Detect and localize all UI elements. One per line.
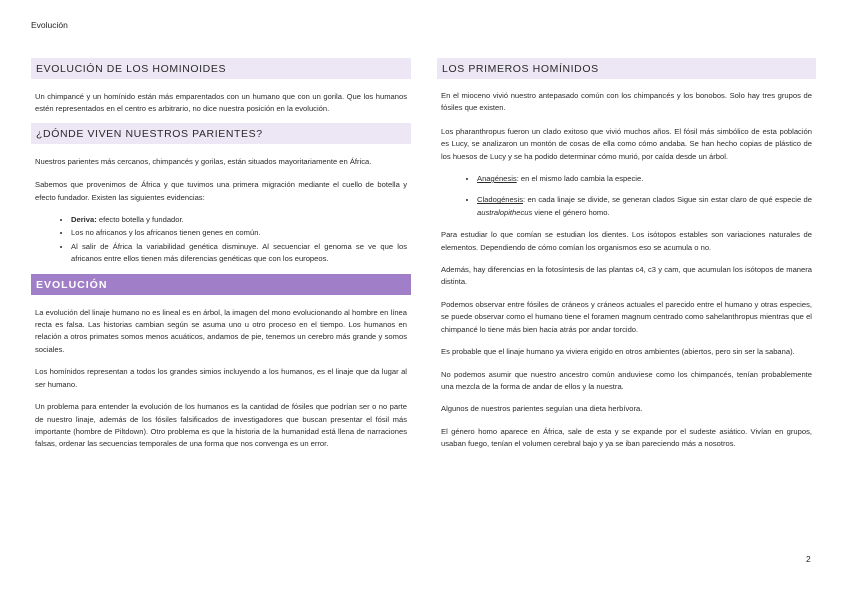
paragraph: La evolución del linaje humano no es lineal es en árbol, la imagen del mono evolucionando al hombre en línea recta es falsa. Las historias cambian según se asuma uno u otro proceso en el tiempo. Los humanos en relación a otros primates somos menos acuáticos, andamos de pie, tenemos un cerebro más grande y somos sociales.: [35, 307, 407, 354]
list-item: [71, 214, 407, 226]
list-item: [71, 227, 407, 239]
paragraph: En el mioceno vivió nuestro antepasado común con los chimpancés y los bonobos. Solo hay tres grupos de fósiles que existen.: [441, 91, 812, 113]
paragraph: El género homo aparece en África, sale de esta y se expande por el sudeste asiático. Vivían en grupos, usaban fuego, tenían el volumen cerebral bajo y ya se iban pareciendo más a nosotros.: [441, 426, 812, 449]
term-cladogenesis: Cladogénesis: [477, 195, 524, 205]
term-australopithecus: australopithecus: [477, 207, 533, 217]
paragraph: Es probable que el linaje humano ya viviera erigido en otros ambientes (abiertos, pero sin ser la sabana).: [441, 347, 795, 357]
list-item-text: : en cada linaje se divide, se generan clados Sigue sin estar claro de qué especie de: [523, 195, 812, 205]
paragraph: Sabemos que provenimos de África y que tuvimos una primera migración mediante el cuello de botella y efecto fundador. Existen las siguientes evidencias:: [35, 180, 407, 202]
paragraph: Nuestros parientes más cercanos, chimpancés y gorilas, están situados mayoritariamente en África.: [35, 156, 372, 166]
list-item-text: viene el género homo.: [532, 207, 610, 217]
list-item-text: : en el mismo lado cambia la especie.: [516, 174, 644, 184]
heading-primeros-hominidos: LOS PRIMEROS HOMÍNIDOS: [437, 58, 816, 79]
list-item-text: efecto botella y fundador.: [96, 215, 184, 225]
heading-evolucion-hominoides: EVOLUCIÓN DE LOS HOMINOIDES: [31, 58, 411, 79]
term-anagenesis: Anagénesis: [477, 174, 517, 184]
paragraph: Algunos de nuestros parientes seguían una dieta herbívora.: [441, 404, 643, 414]
paragraph: Podemos observar entre fósiles de cráneos y cráneos actuales el parecido entre el humano y otras especies, se puede observar como el humano tiene el foramen magnum centrado como sahelanthropus mientras que el chimpancé lo tiene más bien hacia atrás por andar torcido.: [441, 299, 812, 334]
right-column: [437, 58, 816, 451]
list-item-text: Los no africanos y los africanos tienen genes en común.: [71, 228, 261, 238]
list-item: [477, 173, 812, 185]
term-deriva: Deriva:: [71, 215, 97, 225]
paragraph: No podemos asumir que nuestro ancestro común anduviese como los chimpancés, tenían probablemente una mezcla de la forma de andar de ellos y la nuestra.: [441, 369, 812, 391]
list-item: [71, 241, 407, 266]
paragraph: Un problema para entender la evolución de los humanos es la cantidad de fósiles que podrían ser o no parte de nuestro linaje, además de los fósiles falsificados de investigadores que buscan presentar el fósil más importante (hombre de Piltdown). Otro problema es que la historia de la humanidad está llena de narraciones falsas, ordenar las secuencias temporales de una forma que nos convenga es un error.: [35, 402, 407, 449]
heading-donde-viven: ¿DÓNDE VIVEN NUESTROS PARIENTES?: [31, 123, 411, 144]
term-list: [437, 173, 816, 219]
paragraph: Los homínidos representan a todos los grandes simios incluyendo a los humanos, es el linaje que da lugar al ser humano.: [35, 367, 407, 389]
heading-evolucion: EVOLUCIÓN: [31, 274, 411, 295]
page-number: 2: [806, 554, 811, 564]
left-column: [31, 58, 411, 451]
paragraph: Un chimpancé y un homínido están más emparentados con un humano que con un gorila. Que los humanos estén representados en el centro es arbitrario, no dice nuestra posición en la evolución.: [35, 92, 407, 114]
evidence-list: [31, 214, 411, 266]
list-item-text: Al salir de África la variabilidad genética disminuye. Al secuenciar el genoma se ve que los africanos entre ellos tienen más diferencias genéticas que con los europeos.: [71, 241, 407, 264]
list-item: [477, 194, 812, 219]
paragraph: Para estudiar lo que comían se estudian los dientes. Los isótopos estables son variaciones naturales de elementos. Dependiendo de cómo comían los organismos eso se acumula o no.: [441, 230, 812, 252]
paragraph: Además, hay diferencias en la fotosíntesis de las plantas c4, c3 y cam, que acumulan los isótopos de manera distinta.: [441, 265, 812, 287]
paragraph: Los pharanthropus fueron un clado exitoso que vivió muchos años. El fósil más simbólico de esta población es Lucy, se analizaron un montón de cosas de ella como cómo andaba. Se han hecho copias de plástico de los huesos de Lucy y se ha podido determinar cómo murió, por caída desde un árbol.: [441, 126, 812, 161]
page-header-title: Evolución: [31, 20, 68, 30]
